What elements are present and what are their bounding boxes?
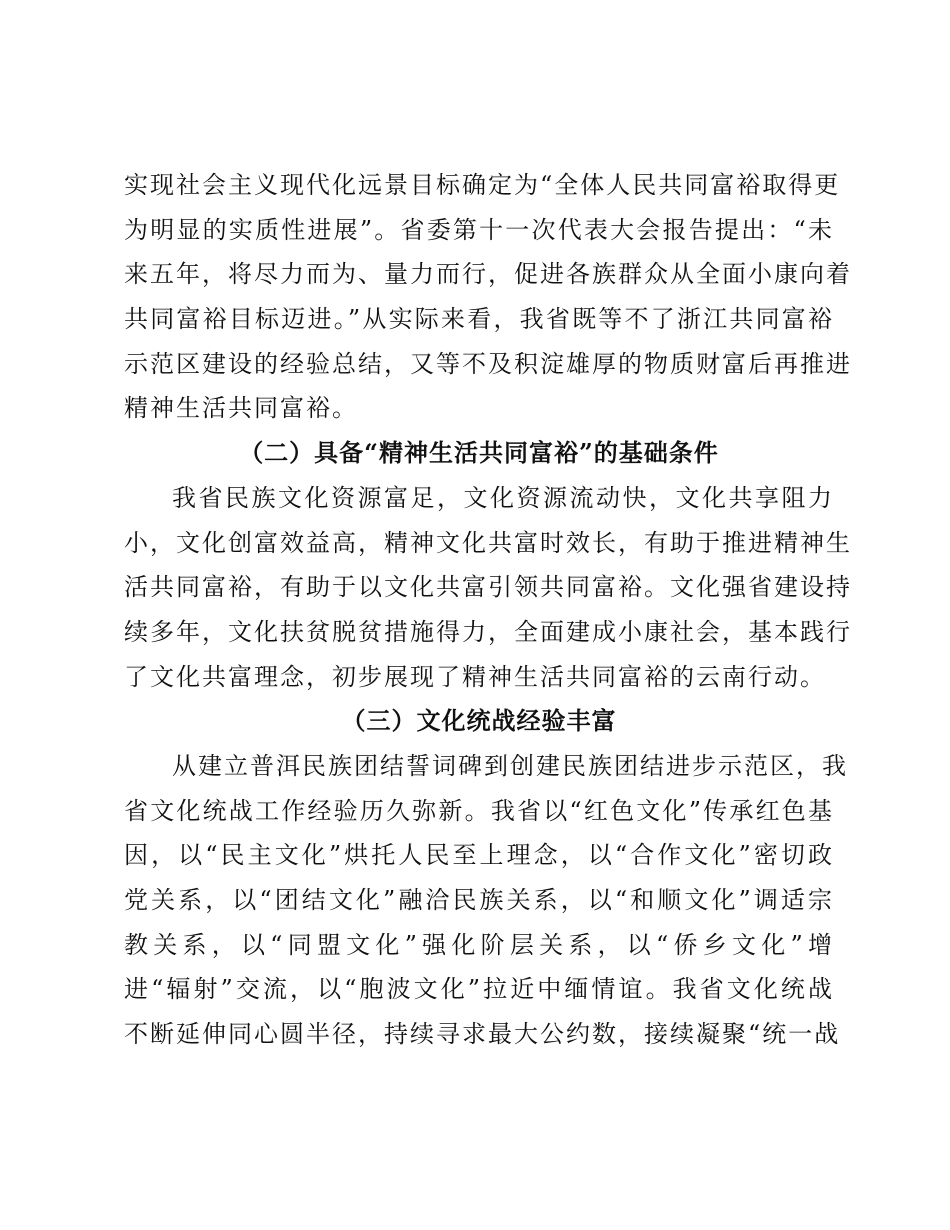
paragraph-line: 实现社会主义现代化远景目标确定为“全体人民共同富裕取得更 bbox=[124, 171, 841, 199]
paragraph-line: 小，文化创富效益高，精神文化共富时效长，有助于推进精神生 bbox=[124, 528, 852, 557]
paragraph-line: 活共同富裕，有助于以文化共富引领共同富裕。文化强省建设持 bbox=[124, 573, 852, 602]
section-heading-2: （二）具备“精神生活共同富裕”的基础条件 bbox=[239, 438, 719, 468]
paragraph-line: 不断延伸同心圆半径，持续寻求最大公约数，接续凝聚“统一战 bbox=[124, 1020, 841, 1049]
paragraph-3 bbox=[124, 744, 848, 1057]
paragraph-line: 党关系，以“团结文化”融洽民族关系，以“和顺文化”调适宗 bbox=[124, 886, 834, 914]
paragraph-line: 共同富裕目标迈进。”从实际来看，我省既等不了浙江共同富裕 bbox=[124, 305, 834, 334]
paragraph-line: 进“辐射”交流，以“胞波文化”拉近中缅情谊。我省文化统战 bbox=[124, 975, 834, 1004]
paragraph-2 bbox=[124, 476, 852, 699]
paragraph-line: 省文化统战工作经验历久弥新。我省以“红色文化”传承红色基 bbox=[124, 796, 834, 825]
paragraph-line: 示范区建设的经验总结，又等不及积淀雄厚的物质财富后再推进 bbox=[124, 349, 852, 378]
paragraph-line: 我省民族文化资源富足，文化资源流动快，文化共享阻力 bbox=[172, 483, 834, 512]
paragraph-line: 续多年，文化扶贫脱贫措施得力，全面建成小康社会，基本践行 bbox=[124, 617, 852, 646]
paragraph-1 bbox=[124, 163, 852, 431]
paragraph-line: 从建立普洱民族团结誓词碑到创建民族团结进步示范区，我 bbox=[172, 751, 848, 780]
section-heading-3: （三）文化统战经验丰富 bbox=[341, 706, 617, 736]
paragraph-line: 来五年，将尽力而为、量力而行，促进各族群众从全面小康向着 bbox=[124, 260, 852, 289]
document-body bbox=[124, 163, 852, 1057]
paragraph-line: 了文化共富理念，初步展现了精神生活共同富裕的云南行动。 bbox=[124, 662, 826, 691]
paragraph-line: 为明显的实质性进展”。省委第十一次代表大会报告提出：“未 bbox=[124, 215, 834, 244]
paragraph-line: 精神生活共同富裕。 bbox=[124, 394, 358, 423]
paragraph-line: 教关系，以“同盟文化”强化阶层关系，以“侨乡文化”增 bbox=[124, 930, 834, 959]
paragraph-line: 因，以“民主文化”烘托人民至上理念，以“合作文化”密切政 bbox=[124, 841, 834, 870]
